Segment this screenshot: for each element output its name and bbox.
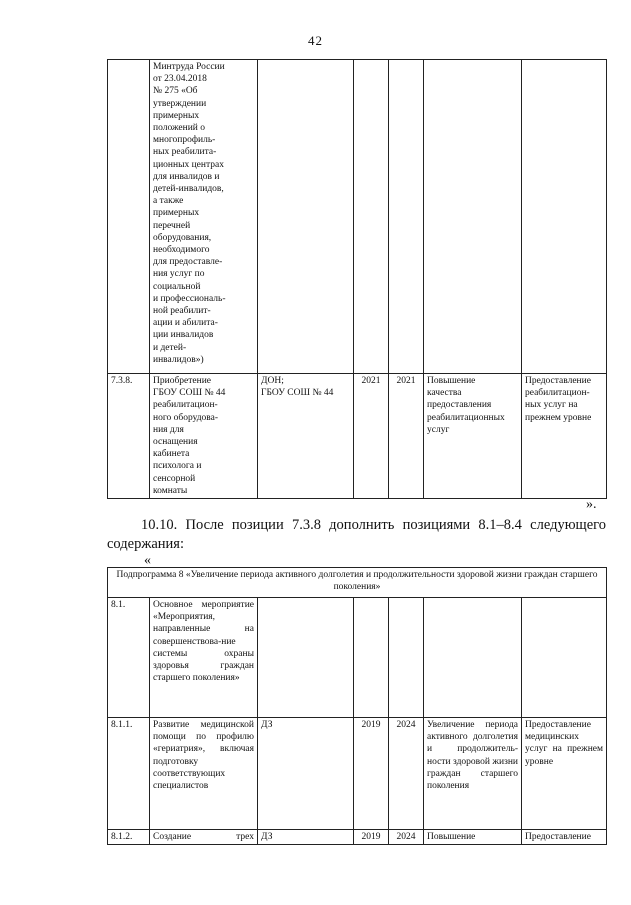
end-year-cell bbox=[389, 598, 424, 718]
measure-name-cell: Основное мероприятие «Мероприятия, направленные на совершенствова-ние системы охраны здоровья граждан старшего поколения» bbox=[150, 598, 258, 718]
closing-quote: ». bbox=[586, 497, 597, 512]
table-row bbox=[108, 60, 607, 374]
executor-cell: ДОН; ГБОУ СОШ № 44 bbox=[258, 374, 354, 499]
executor-cell bbox=[258, 60, 354, 374]
subprogram-8-table bbox=[107, 567, 607, 845]
table-row bbox=[108, 718, 607, 830]
executor-cell: ДЗ bbox=[258, 718, 354, 830]
amendment-paragraph: 10.10. После позиции 7.3.8 дополнить позициями 8.1–8.4 следующего содержания: bbox=[107, 517, 606, 552]
program-table-continuation bbox=[107, 59, 607, 499]
indicator-cell: Предоставление медицинских услуг на прежнем уровне bbox=[522, 718, 607, 830]
table-row bbox=[108, 374, 607, 499]
row-number-cell: 7.3.8. bbox=[108, 374, 150, 499]
subprogram-header-row bbox=[108, 568, 607, 598]
expected-result-cell: Повышение bbox=[424, 830, 522, 845]
expected-result-cell: Повышение качества предоставления реабилитационных услуг bbox=[424, 374, 522, 499]
end-year-cell: 2024 bbox=[389, 718, 424, 830]
opening-quote: « bbox=[144, 553, 151, 568]
expected-result-cell: Увеличение периода активного долголетия и продолжитель-ности здоровой жизни граждан старшего поколения bbox=[424, 718, 522, 830]
measure-name-cell: Минтруда России от 23.04.2018 № 275 «Об утверждении примерных положений о многопрофиль- ных реабилита- ционных центрах для инвалидов и детей-инвалидов, а также примерных перечней оборудования, необходимого для предоставле- ния услуг по социальной и профессиональ- ной реабилит- ации и абилита- ции инвалидов и детей- инвалидов») bbox=[150, 60, 258, 374]
indicator-cell: Предоставление реабилитацион- ных услуг на прежнем уровне bbox=[522, 374, 607, 499]
end-year-cell: 2024 bbox=[389, 830, 424, 845]
indicator-cell bbox=[522, 598, 607, 718]
row-number-cell: 8.1. bbox=[108, 598, 150, 718]
measure-name-cell: Развитие медицинской помощи по профилю «гериатрия», включая подготовку соответствующих специалистов bbox=[150, 718, 258, 830]
start-year-cell bbox=[354, 598, 389, 718]
indicator-cell bbox=[522, 60, 607, 374]
end-year-cell bbox=[389, 60, 424, 374]
start-year-cell: 2019 bbox=[354, 718, 389, 830]
measure-name-cell: Приобретение ГБОУ СОШ № 44 реабилитацион- ного оборудова- ния для оснащения кабинета психолога и сенсорной комнаты bbox=[150, 374, 258, 499]
start-year-cell: 2019 bbox=[354, 830, 389, 845]
expected-result-cell bbox=[424, 60, 522, 374]
row-number-cell bbox=[108, 60, 150, 374]
executor-cell: ДЗ bbox=[258, 830, 354, 845]
start-year-cell bbox=[354, 60, 389, 374]
row-number-cell: 8.1.2. bbox=[108, 830, 150, 845]
expected-result-cell bbox=[424, 598, 522, 718]
page-number: 42 bbox=[308, 33, 323, 48]
subprogram-header: Подпрограмма 8 «Увеличение периода активного долголетия и продолжительности здоровой жизни граждан старшего поколения» bbox=[108, 568, 607, 598]
end-year-cell: 2021 bbox=[389, 374, 424, 499]
measure-name-cell: Создание трех bbox=[150, 830, 258, 845]
table-row bbox=[108, 598, 607, 718]
row-number-cell: 8.1.1. bbox=[108, 718, 150, 830]
indicator-cell: Предоставление bbox=[522, 830, 607, 845]
table-row bbox=[108, 830, 607, 845]
executor-cell bbox=[258, 598, 354, 718]
start-year-cell: 2021 bbox=[354, 374, 389, 499]
